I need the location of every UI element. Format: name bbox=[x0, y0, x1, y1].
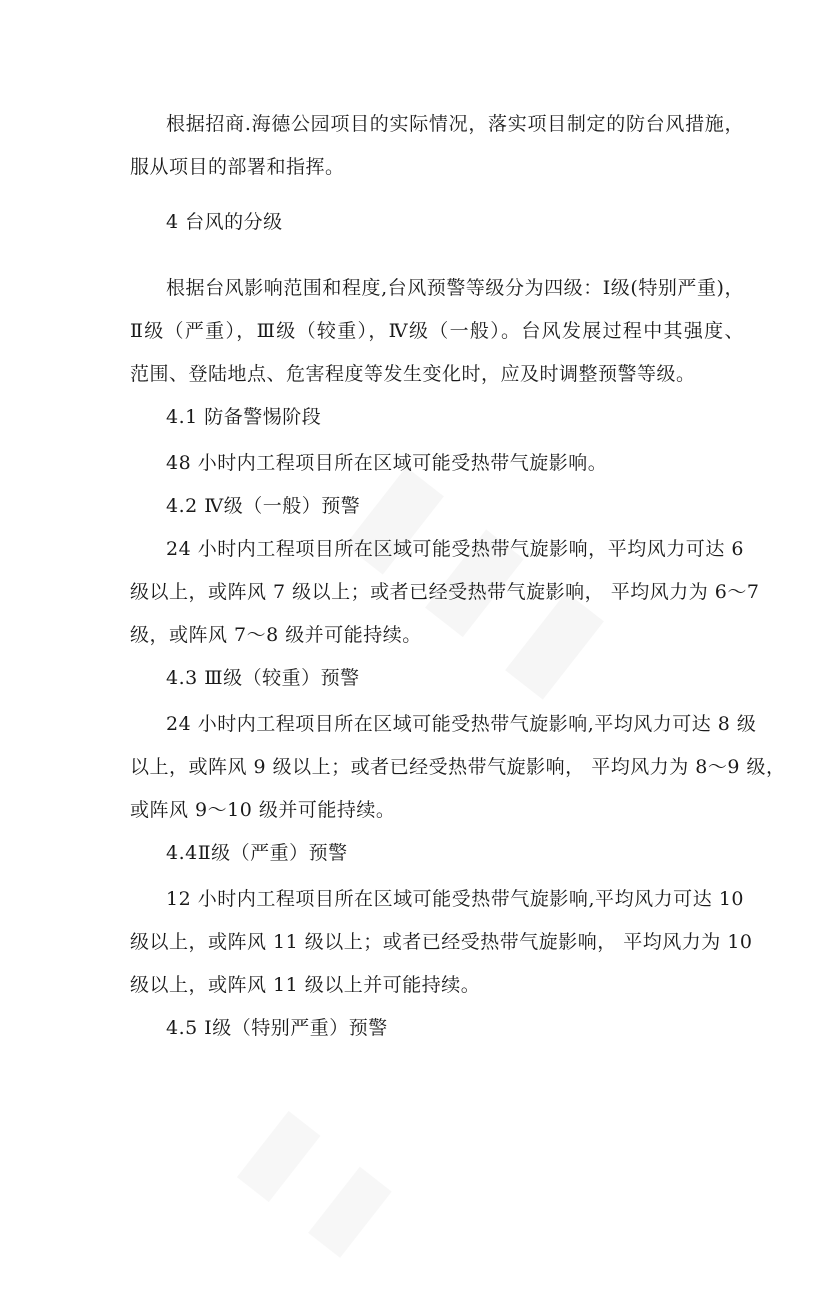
subsection-heading: 4.1 防备警惕阶段 bbox=[166, 406, 322, 428]
paragraph-line: 48 小时内工程项目所在区域可能受热带气旋影响。 bbox=[166, 452, 608, 474]
paragraph-line: 12 小时内工程项目所在区域可能受热带气旋影响,平均风力可达 10 bbox=[166, 888, 744, 910]
subsection-heading: 4.2 Ⅳ级（一般）预警 bbox=[166, 495, 361, 517]
paragraph-line: 范围、登陆地点、危害程度等发生变化时，应及时调整预警等级。 bbox=[130, 363, 696, 385]
paragraph-line: 以上，或阵风 9 级以上；或者已经受热带气旋影响， 平均风力为 8～9 级， bbox=[130, 756, 786, 778]
watermark bbox=[221, 1080, 442, 1292]
paragraph-line: Ⅱ级（严重），Ⅲ级（较重），Ⅳ级（一般）。台风发展过程中其强度、 bbox=[130, 320, 744, 342]
paragraph-line: 根据招商.海德公园项目的实际情况，落实项目制定的防台风措施， bbox=[166, 113, 744, 135]
paragraph-line: 服从项目的部署和指挥。 bbox=[130, 156, 345, 178]
section-heading: 4 台风的分级 bbox=[166, 211, 283, 233]
subsection-heading: 4.5 Ⅰ级（特别严重）预警 bbox=[166, 1017, 388, 1039]
paragraph-line: 级，或阵风 7～8 级并可能持续。 bbox=[130, 624, 422, 646]
paragraph-line: 24 小时内工程项目所在区域可能受热带气旋影响，平均风力可达 6 bbox=[166, 538, 744, 560]
subsection-heading: 4.3 Ⅲ级（较重）预警 bbox=[166, 667, 360, 689]
paragraph-line: 根据台风影响范围和程度,台风预警等级分为四级：Ⅰ级(特别严重)， bbox=[166, 277, 744, 299]
subsection-heading: 4.4Ⅱ级（严重）预警 bbox=[166, 842, 348, 864]
paragraph-line: 24 小时内工程项目所在区域可能受热带气旋影响,平均风力可达 8 级 bbox=[166, 713, 757, 735]
paragraph-line: 或阵风 9～10 级并可能持续。 bbox=[130, 799, 396, 821]
paragraph-line: 级以上，或阵风 11 级以上并可能持续。 bbox=[130, 974, 481, 996]
paragraph-line: 级以上，或阵风 7 级以上；或者已经受热带气旋影响， 平均风力为 6～7 bbox=[130, 581, 760, 603]
paragraph-line: 级以上，或阵风 11 级以上；或者已经受热带气旋影响， 平均风力为 10 bbox=[130, 931, 753, 953]
